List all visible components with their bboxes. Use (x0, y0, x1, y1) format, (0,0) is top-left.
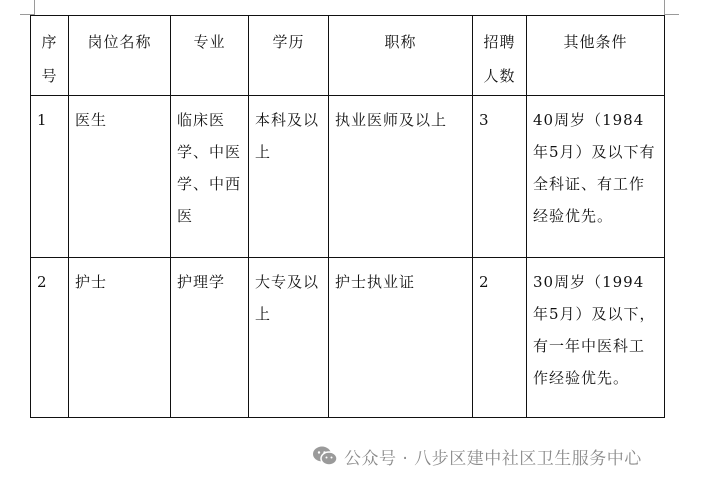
source-watermark (312, 441, 642, 471)
header-cell-title: 职称 (329, 16, 473, 96)
watermark-text: 公众号 · 八步区建中社区卫生服务中心 (344, 448, 642, 469)
header-cell-other: 其他条件 (527, 16, 665, 96)
header-cell-education: 学历 (249, 16, 329, 96)
cell-no: 2 (31, 258, 69, 418)
cell-other: 40周岁（1984年5月）及以下有全科证、有工作经验优先。 (527, 96, 665, 258)
cell-education: 本科及以上 (249, 96, 329, 258)
recruitment-table (30, 15, 665, 418)
header-cell-major: 专业 (171, 16, 249, 96)
cell-count: 2 (473, 258, 527, 418)
cell-other: 30周岁（1994年5月）及以下，有一年中医科工作经验优先。 (527, 258, 665, 418)
cell-position: 护士 (69, 258, 171, 418)
header-cell-count: 招聘人数 (473, 16, 527, 96)
cell-title: 执业医师及以上 (329, 96, 473, 258)
header-cell-no: 序号 (31, 16, 69, 96)
page-corner-mark-right (664, 0, 679, 15)
table-row (31, 96, 665, 258)
page-corner-mark-left (20, 0, 35, 15)
cell-title: 护士执业证 (329, 258, 473, 418)
table-header-row (31, 16, 665, 96)
table-row (31, 258, 665, 418)
header-cell-position: 岗位名称 (69, 16, 171, 96)
cell-position: 医生 (69, 96, 171, 258)
cell-education: 大专及以上 (249, 258, 329, 418)
cell-no: 1 (31, 96, 69, 258)
cell-count: 3 (473, 96, 527, 258)
cell-major: 临床医学、中医学、中西医 (171, 96, 249, 258)
cell-major: 护理学 (171, 258, 249, 418)
wechat-icon (312, 445, 338, 467)
